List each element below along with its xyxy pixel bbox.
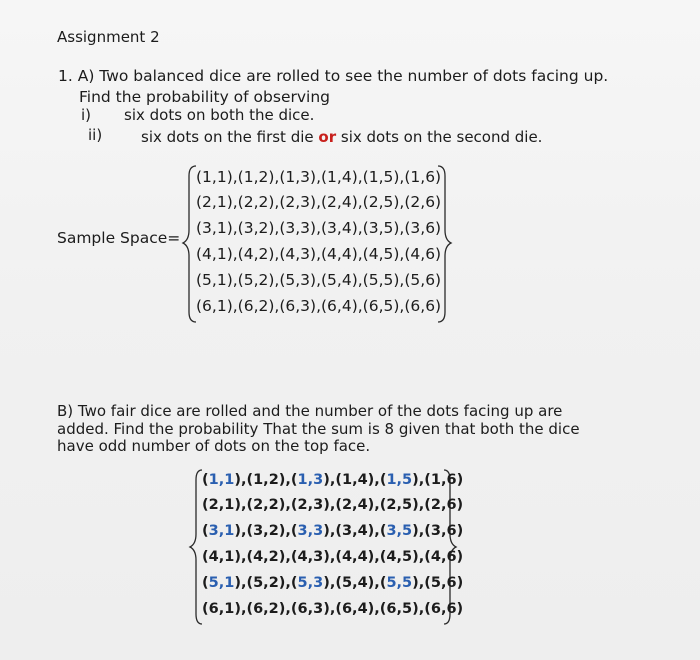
odd-dice-row-5	[202, 575, 463, 591]
highlighted-pair: 1,5	[386, 472, 413, 488]
pair-text: (	[202, 575, 209, 591]
pair-text: ),(5,2),(	[234, 575, 298, 591]
subpart-ii-number: ii)	[88, 126, 103, 144]
highlighted-pair: 1,1	[208, 472, 235, 488]
highlighted-pair: 3,1	[208, 523, 235, 539]
pair-text: (6,1),(6,2),(6,3),(6,4),(6,5),(6,6)	[202, 601, 464, 617]
odd-dice-row-2	[202, 497, 463, 513]
subpart-ii-text-a: six dots on the first die	[141, 128, 319, 146]
subpart-ii-text	[141, 128, 542, 146]
pair-text: ),(1,6)	[412, 472, 464, 488]
question-1a-line-1: 1. A) Two balanced dice are rolled to see the number of dots facing up.	[58, 67, 609, 85]
sample-space-row-5: (5,1),(5,2),(5,3),(5,4),(5,5),(5,6)	[196, 271, 442, 289]
highlighted-pair: 3,5	[386, 523, 413, 539]
odd-dice-row-3	[202, 523, 463, 539]
highlighted-pair: 5,3	[297, 575, 324, 591]
subpart-i-number: i)	[81, 106, 92, 124]
pair-text: (	[202, 523, 209, 539]
sample-space-matrix	[186, 164, 448, 324]
sample-space-row-6: (6,1),(6,2),(6,3),(6,4),(6,5),(6,6)	[196, 297, 442, 315]
question-1b-line-3: have odd number of dots on the top face.	[57, 437, 371, 455]
page-title: Assignment 2	[57, 28, 160, 46]
pair-text: ),(5,6)	[412, 575, 464, 591]
pair-text: ),(3,2),(	[234, 523, 298, 539]
or-keyword: or	[318, 128, 337, 146]
sample-space-row-1: (1,1),(1,2),(1,3),(1,4),(1,5),(1,6)	[196, 168, 442, 186]
pair-text: ),(3,4),(	[323, 523, 387, 539]
highlighted-pair: 5,5	[386, 575, 413, 591]
subpart-ii-text-b: six dots on the second die.	[336, 128, 543, 146]
highlighted-pair: 5,1	[208, 575, 235, 591]
pair-text: (2,1),(2,2),(2,3),(2,4),(2,5),(2,6)	[202, 497, 464, 513]
odd-dice-row-4	[202, 549, 463, 565]
pair-text: ),(5,4),(	[323, 575, 387, 591]
pair-text: ),(3,6)	[412, 523, 464, 539]
odd-dice-row-1	[202, 472, 463, 488]
highlighted-pair: 3,3	[297, 523, 324, 539]
sample-space-row-3: (3,1),(3,2),(3,3),(3,4),(3,5),(3,6)	[196, 219, 442, 237]
pair-text: (4,1),(4,2),(4,3),(4,4),(4,5),(4,6)	[202, 549, 464, 565]
sample-space-row-4: (4,1),(4,2),(4,3),(4,4),(4,5),(4,6)	[196, 245, 442, 263]
question-1b-line-1: B) Two fair dice are rolled and the number of the dots facing up are	[57, 402, 563, 420]
question-1b-line-2: added. Find the probability That the sum is 8 given that both the dice	[57, 420, 580, 438]
odd-dice-row-6	[202, 601, 463, 617]
pair-text: ),(1,4),(	[323, 472, 387, 488]
question-1a-line-2: Find the probability of observing	[79, 88, 330, 106]
sample-space-label: Sample Space=	[57, 229, 181, 247]
highlighted-pair: 1,3	[297, 472, 324, 488]
odd-dice-matrix	[193, 468, 464, 626]
pair-text: (	[202, 472, 209, 488]
subpart-i-text: six dots on both the dice.	[124, 106, 315, 124]
pair-text: ),(1,2),(	[234, 472, 298, 488]
sample-space-row-2: (2,1),(2,2),(2,3),(2,4),(2,5),(2,6)	[196, 193, 442, 211]
